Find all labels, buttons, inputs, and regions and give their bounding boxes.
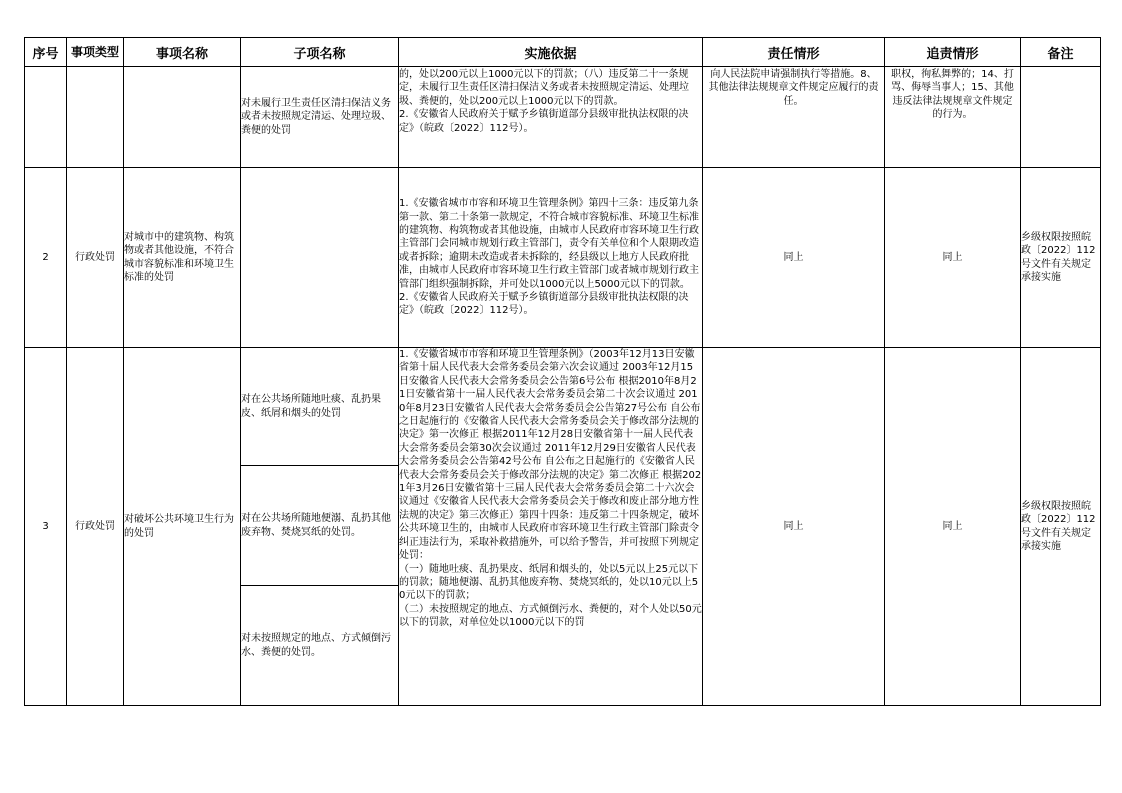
row2-seq: 2 [25, 168, 67, 348]
header-accountability: 追责情形 [885, 38, 1021, 67]
row1-basis-fragment: 的，处以200元以上1000元以下的罚款；（八）违反第二十一条规定，未履行卫生责任区清扫保洁义务或者未按照规定清运、处理垃圾、粪便的，处以200元以上1000元以下的罚款。 [399, 69, 689, 107]
row2-remark-text: 乡级权限按照皖政〔2022〕112号文件有关规定承接实施 [1021, 231, 1096, 283]
row1-basis [399, 67, 703, 168]
row3-remark [1021, 348, 1101, 706]
table-row-1 [25, 67, 1101, 168]
table-row-2 [25, 168, 1101, 348]
row3-sub-b-text: 对在公共场所随地便溺、乱扔其他废弃物、焚烧冥纸的处罚。 [241, 513, 391, 538]
row3-sub-c-text: 对未按照规定的地点、方式倾倒污水、粪便的处罚。 [241, 633, 391, 658]
header-resp: 责任情形 [703, 38, 885, 67]
row3-type: 行政处罚 [67, 348, 124, 706]
row1-basis-p2: 2.《安徽省人民政府关于赋予乡镇街道部分县级审批执法权限的决定》（皖政〔2022〕112号）。 [399, 109, 689, 134]
row2-basis-p1: 1.《安徽省城市市容和环境卫生管理条例》第四十三条：违反第九条第一款、第二十条第一款规定，不符合城市容貌标准、环境卫生标准的建筑物、构筑物或者其他设施，由城市人民政府市容环境卫生行政主管部门会同城市规划行政主管部门，责令有关单位和个人限期改造或者拆除；逾期未改造或者未拆除的，经县级以上地方人民政府批准，由城市人民政府市容环境卫生行政主管部门或者城市规划行政主管部门组织强制拆除，并可处以1000元以上5000元以下的罚款。 [399, 198, 699, 290]
row3-basis-p2: （一）随地吐痰、乱扔果皮、纸屑和烟头的，处以5元以上25元以下的罚款；随地便溺、乱扔其他废弃物、焚烧冥纸的，处以10元以上50元以下的罚款； [399, 563, 699, 602]
row3-sub-b [241, 466, 399, 586]
responsibility-table [24, 37, 1101, 706]
row2-name [124, 168, 241, 348]
row2-accountability: 同上 [885, 168, 1021, 348]
header-sub: 子项名称 [241, 38, 399, 67]
header-name: 事项名称 [124, 38, 241, 67]
row1-sub-item [241, 67, 399, 168]
row3-name-text: 对破坏公共环境卫生行为的处罚 [124, 514, 234, 539]
row3-remark-text: 乡级权限按照皖政〔2022〕112号文件有关规定承接实施 [1021, 500, 1096, 552]
row2-name-text: 对城市中的建筑物、构筑物或者其他设施，不符合城市容貌标准和环境卫生标准的处罚 [124, 231, 234, 283]
row1-remark-cell [1021, 67, 1101, 168]
row3-basis-p3: （二）未按照规定的地点、方式倾倒污水、粪便的，对个人处以50元以下的罚款，对单位处以1000元以下的罚 [399, 603, 702, 629]
row3-sub-c [241, 586, 399, 706]
row2-type: 行政处罚 [67, 168, 124, 348]
row2-remark [1021, 168, 1101, 348]
row3-basis [399, 348, 703, 706]
row3-basis-p1: 1.《安徽省城市市容和环境卫生管理条例》（2003年12月13日安徽省第十届人民代表大会常务委员会第六次会议通过 2003年12月15日安徽省人民代表大会常务委员会公告第6号公布 根据2010年8月21日安徽省第十一届人民代表大会常务委员会第二十次会议通过 2010年8月23日安徽省人民代表大会常务委员会公告第27号公布 自公布之日起施行的《安徽省人民代表大会常务委员会关于修改部分法规的决定》第一次修正 根据2011年12月28日安徽省第十一届人民代表大会常务委员会第30次会议通过 2011年12月29日安徽省人民代表大会常务委员会公告第42号公布 自公布之日起施行的《安徽省人民代表大会常务委员会关于修改部分法规的决定》第二次修正 根据2021年3月26日安徽省第十三届人民代表大会常务委员会第二十六次会议通过《安徽省人民代表大会常务委员会关于修改和废止部分地方性法规的决定》第三次修正）第四十四条：违反第二十四条规定，破坏公共环境卫生的，由城市人民政府市容环境卫生行政主管部门除责令纠正违法行为，采取补救措施外，可以给予警告，并可按照下列规定处罚： [399, 349, 702, 562]
row2-basis-p2: 2.《安徽省人民政府关于赋予乡镇街道部分县级审批执法权限的决定》（皖政〔2022〕112号）。 [399, 292, 689, 317]
row3-resp: 同上 [703, 348, 885, 706]
row1-resp [703, 67, 885, 168]
header-seq: 序号 [25, 38, 67, 67]
row1-sub-item-text: 对未履行卫生责任区清扫保洁义务或者未按照规定清运、处理垃圾、粪便的处罚 [241, 97, 391, 136]
row1-name-cell [124, 67, 241, 168]
row1-accountability [885, 67, 1021, 168]
row1-accountability-text: 职权，徇私舞弊的；14、打骂、侮辱当事人；15、其他违反法律法规规章文件规定的行为。 [891, 69, 1014, 121]
row2-resp: 同上 [703, 168, 885, 348]
row1-resp-text: 向人民法院申请强制执行等措施。8、其他法律法规规章文件规定应履行的责任。 [708, 69, 879, 107]
table-row-3a [25, 348, 1101, 466]
row3-seq: 3 [25, 348, 67, 706]
row3-accountability: 同上 [885, 348, 1021, 706]
header-row [25, 38, 1101, 67]
row3-sub-a [241, 348, 399, 466]
header-basis: 实施依据 [399, 38, 703, 67]
row2-sub-cell [241, 168, 399, 348]
header-type: 事项类型 [67, 38, 124, 67]
header-remark: 备注 [1021, 38, 1101, 67]
row2-basis [399, 168, 703, 348]
row3-sub-a-text: 对在公共场所随地吐痰、乱扔果皮、纸屑和烟头的处罚 [241, 394, 381, 419]
row1-type-cell [67, 67, 124, 168]
row1-seq-cell [25, 67, 67, 168]
row3-name [124, 348, 241, 706]
